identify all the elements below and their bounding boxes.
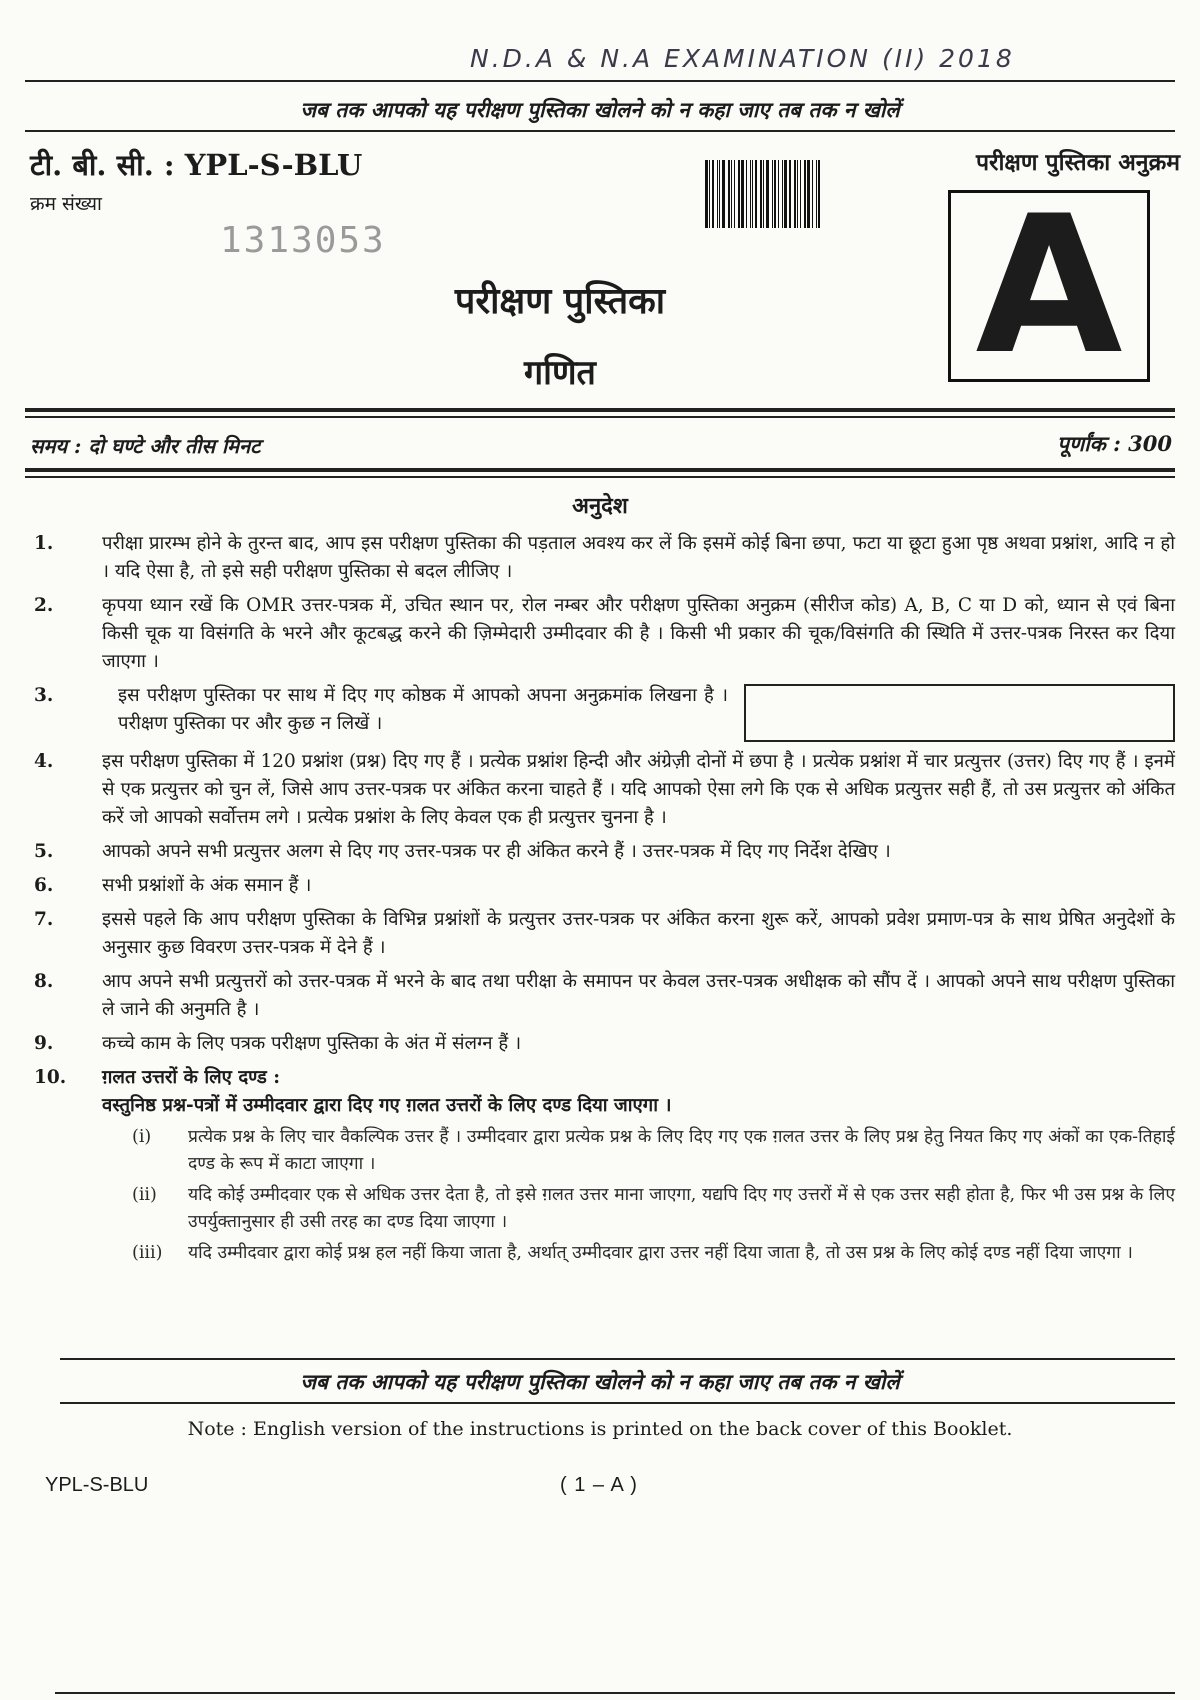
instruction-text: सभी प्रश्नांशों के अंक समान हैं । (102, 875, 312, 896)
handwritten-exam-title: N.D.A & N.A EXAMINATION (II) 2018 (470, 44, 1015, 73)
instruction-text: कच्चे काम के लिए पत्रक परीक्षण पुस्तिका के अंत में संलग्न हैं । (102, 1033, 522, 1054)
subject-title: गणित (524, 353, 596, 393)
bottom-rule (60, 1402, 1175, 1404)
header-rule (25, 130, 1175, 132)
roll-number-box[interactable] (744, 684, 1175, 742)
barcode-bar (782, 160, 783, 228)
double-rule-2-top (25, 468, 1175, 472)
barcode-bar (760, 160, 762, 228)
barcode-bar (794, 160, 796, 228)
series-label: परीक्षण पुस्तिका अनुक्रम (975, 149, 1180, 176)
barcode-bar (731, 160, 732, 228)
instruction-number: 9. (34, 1033, 54, 1054)
instruction-text: इस परीक्षण पुस्तिका में 120 प्रश्नांश (प्रश्न) दिए गए हैं । प्रत्येक प्रश्नांश हिन्दी और अंग्रेज़ी दोनों में छपा है । प्रत्येक प्रश्नांश में चार प्रत्युत्तर (उत्तर) दिए गए हैं । इनमें से एक प्रत्युत्तर को चुन लें, जिसे आप उत्तर-पत्रक पर अंकित करना चाहते हैं । यदि आपको ऐसा लगे कि एक से अधिक प्रत्युत्तर सही हैं, तो उस प्रत्युत्तर को अंकित करें जो आपको सर्वोत्तम लगे । प्रत्येक प्रश्नांश के लिए केवल एक ही प्रत्युत्तर चुनना है । (102, 751, 1175, 828)
serial-number: 1313053 (220, 220, 386, 261)
barcode-bar (755, 160, 757, 228)
instruction-number: 8. (34, 971, 54, 992)
instruction-item (30, 682, 1175, 742)
barcode-bar (784, 160, 787, 228)
penalty-content (102, 1064, 1175, 1267)
serial-label: क्रम संख्या (30, 193, 102, 215)
series-letter-box (948, 175, 1150, 396)
tbc-code: टी. बी. सी. : YPL-S-BLU (30, 148, 363, 182)
barcode-bar (752, 160, 753, 228)
penalty-subitem-text: यदि कोई उम्मीदवार एक से अधिक उत्तर देता है, तो इसे ग़लत उत्तर माना जाएगा, यद्यपि दिए गए उत्तरों में से एक उत्तर सही होता है, फिर भी उस प्रश्न के लिए उपर्युक्तानुसार ही उसी तरह का दण्ड दिया जाएगा । (188, 1185, 1175, 1232)
barcode-bar (778, 160, 779, 228)
instruction-text: परीक्षा प्रारम्भ होने के तुरन्त बाद, आप इस परीक्षण पुस्तिका की पड़ताल अवश्य कर लें कि इसमें कोई बिना छपा, फटा या छूटा हुआ पृष्ठ अथवा प्रश्नांश, आदि न हो । यदि ऐसा है, तो इसे सही परीक्षण पुस्तिका से बदल लीजिए । (102, 533, 1175, 582)
barcode-bar (717, 160, 718, 228)
barcode-bar (728, 160, 730, 228)
barcode-bar (709, 160, 710, 228)
barcode-bar (789, 160, 791, 228)
barcode-bar (705, 160, 708, 228)
barcode-bar (750, 160, 751, 228)
penalty-subitem-number: (i) (132, 1127, 152, 1147)
barcode-bar (774, 160, 776, 228)
page-edge-rule (55, 1692, 1175, 1694)
instruction-text: आपको अपने सभी प्रत्युत्तर अलग से दिए गए उत्तर-पत्रक पर ही अंकित करने हैं । उत्तर-पत्रक में दिए गए निर्देश देखिए । (102, 841, 891, 862)
barcode-bar (766, 160, 769, 228)
instruction-number: 10. (34, 1067, 67, 1088)
barcode-bar (816, 160, 817, 228)
instruction-item (30, 748, 1175, 832)
instruction-item (30, 968, 1175, 1024)
barcode-bar (763, 160, 764, 228)
barcode (705, 160, 845, 228)
double-rule-bottom (25, 416, 1175, 418)
instruction-text: आप अपने सभी प्रत्युत्तरों को उत्तर-पत्रक में भरने के बाद तथा परीक्षा के समापन पर केवल उत्तर-पत्रक अधीक्षक को सौंप दें । आपको अपने साथ परीक्षण पुस्तिका ले जाने की अनुमति है । (102, 971, 1175, 1020)
bottom-rule-top (60, 1358, 1175, 1360)
barcode-bar (818, 160, 820, 228)
barcode-bar (812, 160, 813, 228)
barcode-bar (712, 160, 714, 228)
instruction-number: 4. (34, 751, 54, 772)
instruction-item (30, 906, 1175, 962)
penalty-subitem-number: (ii) (132, 1185, 157, 1205)
instruction-number: 5. (34, 841, 54, 862)
bottom-warning: जब तक आपको यह परीक्षण पुस्तिका खोलने को न कहा जाए तब तक न खोलें (300, 1369, 900, 1394)
instruction-item (30, 838, 1175, 866)
double-rule-2-bottom (25, 476, 1175, 478)
penalty-subitem (102, 1240, 1175, 1267)
instructions-list (30, 530, 1175, 1273)
footer-code: YPL-S-BLU (45, 1474, 149, 1496)
series-letter: A (975, 175, 1123, 396)
barcode-bar (719, 160, 720, 228)
barcode-bar (738, 160, 740, 228)
instruction-number: 6. (34, 875, 54, 896)
maximum-marks: पूर्णांक : 300 (1057, 431, 1172, 456)
instruction-item (30, 592, 1175, 676)
penalty-subitem-number: (iii) (132, 1243, 163, 1263)
instruction-text: इससे पहले कि आप परीक्षण पुस्तिका के विभिन्न प्रश्नांशों के प्रत्युत्तर उत्तर-पत्रक पर अंकित करना शुरू करें, आपको प्रवेश प्रमाण-पत्र के साथ प्रेषित अनुदेशों के अनुसार कुछ विवरण उत्तर-पत्रक में देने हैं । (102, 909, 1175, 958)
barcode-bar (807, 160, 810, 228)
barcode-bar (722, 160, 725, 228)
penalty-intro: वस्तुनिष्ठ प्रश्न-पत्रों में उम्मीदवार द्वारा दिए गए ग़लत उत्तरों के लिए दण्ड दिया जाएगा । (102, 1095, 672, 1116)
barcode-bar (772, 160, 773, 228)
instruction-number: 1. (34, 533, 54, 554)
barcode-bar (804, 160, 806, 228)
instruction-item (30, 1030, 1175, 1058)
instruction-number: 3. (34, 685, 54, 706)
penalty-subitem (102, 1182, 1175, 1236)
penalty-section (30, 1064, 1175, 1267)
top-rule (25, 80, 1175, 82)
instructions-heading: अनुदेश (572, 493, 628, 519)
booklet-title: परीक्षण पुस्तिका (454, 280, 666, 322)
barcode-bar (797, 160, 798, 228)
instruction-item (30, 872, 1175, 900)
time-allowed: समय : दो घण्टे और तीस मिनट (30, 434, 261, 458)
instruction-text: कृपया ध्यान रखें कि OMR उत्तर-पत्रक में, उचित स्थान पर, रोल नम्बर और परीक्षण पुस्तिका अनुक्रम (सीरीज कोड) A, B, C या D को, ध्यान से एवं बिना किसी चूक या विसंगति के भरने और कूटबद्ध करने की ज़िम्मेदारी उम्मीदवार की है । किसी भी प्रकार की चूक/विसंगति की स्थिति में उत्तर-पत्रक निरस्त कर दिया जाएगा । (102, 595, 1175, 672)
double-rule-top (25, 408, 1175, 412)
barcode-bar (741, 160, 744, 228)
instruction-text: इस परीक्षण पुस्तिका पर साथ में दिए गए कोष्ठक में आपको अपना अनुक्रमांक लिखना है । परीक्षण पुस्तिका पर और कुछ न लिखें । (118, 685, 728, 734)
page-number: ( 1 – A ) (560, 1474, 638, 1496)
barcode-bar (800, 160, 801, 228)
barcode-bar (734, 160, 735, 228)
barcode-bar (746, 160, 747, 228)
penalty-subitem-text: प्रत्येक प्रश्न के लिए चार वैकल्पिक उत्तर हैं । उम्मीदवार द्वारा प्रत्येक प्रश्न के लिए दिए गए एक ग़लत उत्तर के लिए प्रश्न हेतु नियत किए गए अंकों का एक-तिहाई दण्ड के रूप में काटा जाएगा । (188, 1127, 1175, 1174)
instruction-number: 7. (34, 909, 54, 930)
instruction-item (30, 530, 1175, 586)
top-warning: जब तक आपको यह परीक्षण पुस्तिका खोलने को न कहा जाए तब तक न खोलें (300, 97, 900, 122)
penalty-title: ग़लत उत्तरों के लिए दण्ड : (102, 1067, 281, 1088)
instruction-number: 2. (34, 595, 54, 616)
penalty-subitem-text: यदि उम्मीदवार द्वारा कोई प्रश्न हल नहीं किया जाता है, अर्थात् उम्मीदवार द्वारा उत्तर नहीं दिया जाता है, तो उस प्रश्न के लिए कोई दण्ड नहीं दिया जाएगा । (188, 1243, 1133, 1263)
english-version-note: Note : English version of the instructions is printed on the back cover of this Booklet. (187, 1418, 1013, 1440)
penalty-subitem (102, 1124, 1175, 1178)
